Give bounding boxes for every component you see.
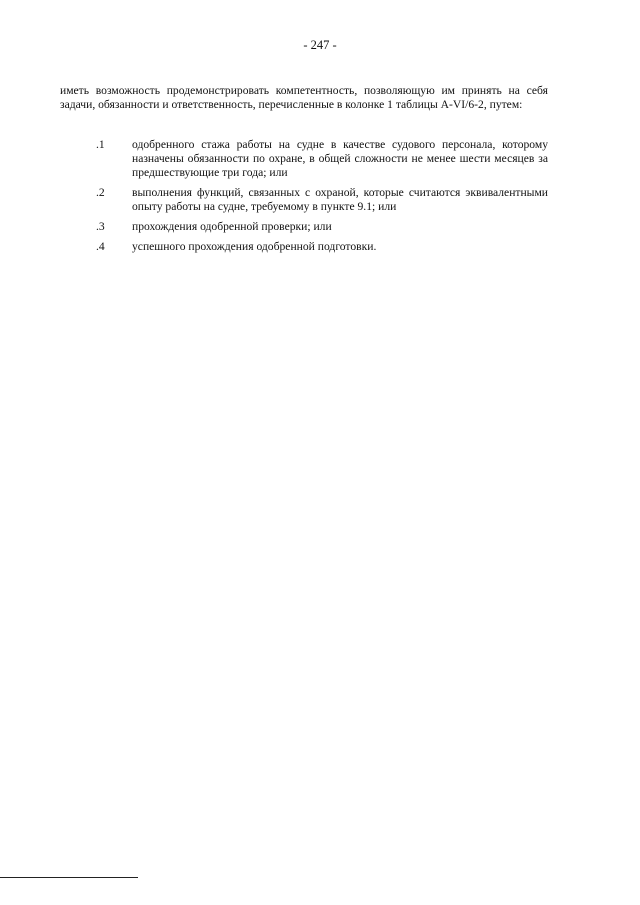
- intro-paragraph: иметь возможность продемонстрировать компетентность, позволяющую им принять на себя задачи, обязанности и ответственность, перечисленные в колонке 1 таблицы A-VI/6-2, путем:: [60, 84, 548, 111]
- item-number: .4: [96, 240, 105, 253]
- item-number: .2: [96, 186, 105, 199]
- list-item: [60, 220, 548, 234]
- page-number: - 247 -: [303, 38, 337, 52]
- item-text: одобренного стажа работы на судне в качестве судового персонала, которому назначены обязанности по охране, в общей сложности не менее шести месяцев за предшествующие три года; или: [132, 138, 548, 179]
- footer-rule: [0, 877, 138, 878]
- item-number: .3: [96, 220, 105, 233]
- list-item: [60, 240, 548, 254]
- item-list: [60, 138, 548, 260]
- list-item: [60, 138, 548, 180]
- list-item: [60, 186, 548, 214]
- item-text: прохождения одобренной проверки; или: [132, 220, 332, 233]
- item-text: выполнения функций, связанных с охраной, которые считаются эквивалентными опыту работы на судне, требуемому в пункте 9.1; или: [132, 186, 548, 213]
- item-number: .1: [96, 138, 105, 151]
- item-text: успешного прохождения одобренной подготовки.: [132, 240, 377, 253]
